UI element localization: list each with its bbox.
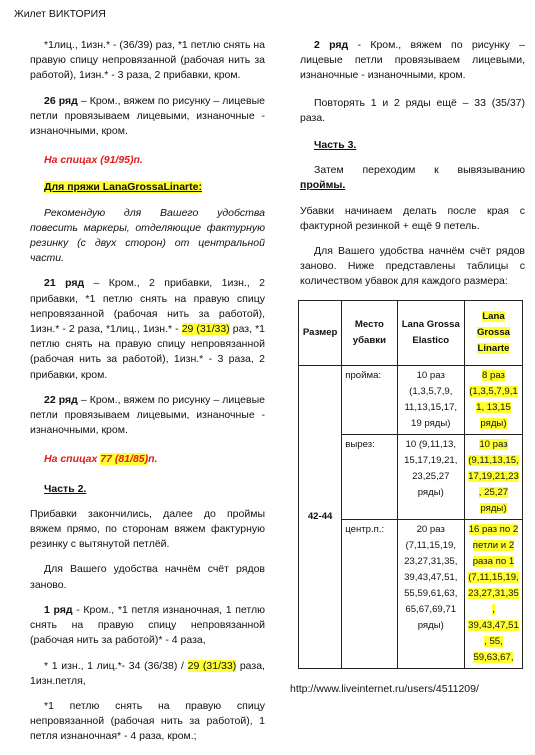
paragraph [30,94,265,140]
section-heading: Для пряжи LanaGrossaLinarte: [44,181,202,194]
paragraph [30,276,265,382]
paragraph [30,482,265,497]
row-label: 2 ряд [314,39,349,51]
paragraph [30,603,265,649]
elastico-cell: 20 раз (7,11,15,19, 23,27,31,35, 39,43,47,51, 55,59,61,63, 65,67,69,71 ряды) [397,519,464,668]
paragraph [300,244,525,290]
text: *1лиц., 1изн.* - (36/39) раз, *1 петлю снять на правую спицу непровязанной (рабочая нить за работой), 1изн.* - 3 раза, 2 прибавки, кром. [30,39,265,82]
highlight: 29 (31/33) [187,659,237,672]
table-header-row [299,300,523,365]
left-column [30,38,265,755]
paragraph [30,180,265,195]
place-cell: центр.п.: [342,519,397,668]
text: – Кром., вяжем по рисунку – лицевые петли провязываем лицевыми, изнаночные - изнаночными, кром. [30,94,265,138]
paragraph [30,659,265,689]
stitch-count: На спицах [44,453,101,466]
row-label: 1 ряд [44,603,73,616]
text: Убавки начинаем делать после края с фактурной резинкой + ещё 9 петель. [300,204,525,232]
source-url: http://www.liveinternet.ru/users/4511209/ [290,683,479,695]
document-header: Жилет ВИКТОРИЯ [14,8,106,20]
place-cell: вырез: [342,434,397,519]
decrease-table [298,300,523,669]
stitch-count: На спицах (91/95)п. [44,154,143,167]
text: Затем переходим к вывязыванию [314,164,525,177]
linarte-cell: 16 раз по 2 петли и 2 раза по 1 (7,11,15,19, 23,27,31,35 , 39,43,47,51 , 55, 59,63,67, [464,519,522,668]
text: раза, 1изн.петля, [30,659,265,687]
paragraph [30,393,265,439]
paragraph [30,699,265,745]
paragraph [30,38,265,84]
text: *1 петлю снять на правую спицу непровязанной (рабочая нить за работой), 1 петля изнаночная* - 4 раза, кром.; [30,699,265,743]
text: * 1 изн., 1 лиц.*- 34 (36/38) / [44,659,188,672]
paragraph [300,204,525,234]
section-heading: Часть 2. [44,482,87,495]
paragraph [300,163,525,193]
header-elastico: Lana Grossa Elastico [397,300,464,365]
text: - Кром., *1 петля изнаночная, 1 петлю снять на правую спицу непровязанной (рабочая нить за работой)* - 4 раза, [30,603,265,647]
paragraph [300,96,525,126]
paragraph [30,452,265,467]
text: – Кром., вяжем по рисунку – лицевые петли провязываем лицевыми, изнаночные - изнаночными, кром. [30,393,265,437]
linarte-cell: 10 раз (9,11,13,15, 17,19,21,23 , 25,27 ряды) [464,434,522,519]
size-cell: 42-44 [299,365,342,668]
header-linarte: Lana Grossa Linarte [464,300,522,365]
text: Рекомендую для Вашего удобства повесить маркеры, отделяющие фактурную резинку (с двух сторон) от центральной части. [30,206,265,265]
right-column [300,38,525,669]
paragraph [30,206,265,267]
row-label: 21 ряд [44,277,85,290]
section-heading: Часть 3. [314,139,357,152]
text: – Кром., 2 прибавки, 1изн., 2 прибавки, *1 петлю снять на правую спицу непровязанной (рабочая нить за работой), 1изн.* - 2 раза, *1лиц., 1изн.* - [30,277,266,336]
paragraph [300,138,525,153]
linarte-cell: 8 раз (1,3,5,7,9,1 1, 13,15 ряды) [464,365,522,434]
header-place: Место убавки [342,300,397,365]
row-label: 22 ряд [44,393,78,406]
elastico-cell: 10 (9,11,13, 15,17,19,21, 23,25,27 ряды) [397,434,464,519]
table-row [299,365,523,434]
text: - Кром., вяжем по рисунку – лицевые петли провязываем лицевыми, изнаночные - изнаночными, кром. [300,39,525,82]
emphasis: проймы. [300,179,346,192]
row-label: 26 ряд [44,94,78,107]
paragraph [30,507,265,553]
paragraph [30,562,265,592]
header-size: Размер [299,300,342,365]
paragraph [300,38,525,84]
text: раз, *1 петлю снять на правую спицу непровязанной (рабочая нить за работой), 1изн.* - 3 раза, 2 прибавки, кром. [30,323,265,381]
highlight: 77 (81/85) [100,453,149,466]
text: Для Вашего удобства начнём счёт рядов заново. Ниже представлены таблицы с количеством убавок для каждого размера: [300,245,525,288]
text: Для Вашего удобства начнём счёт рядов заново. [30,563,265,591]
paragraph [30,153,265,168]
text: Повторять 1 и 2 ряды ещё – 33 (35/37) раза. [300,96,525,124]
elastico-cell: 10 раз (1,3,5,7,9, 11,13,15,17, 19 ряды) [397,365,464,434]
highlight: 29 (31/33) [181,323,230,336]
stitch-count: п. [148,453,158,466]
place-cell: пройма: [342,365,397,434]
text: Прибавки закончились, далее до проймы вяжем прямо, по сторонам вяжем фактурную резинку с вытянутой петлёй. [30,507,265,551]
